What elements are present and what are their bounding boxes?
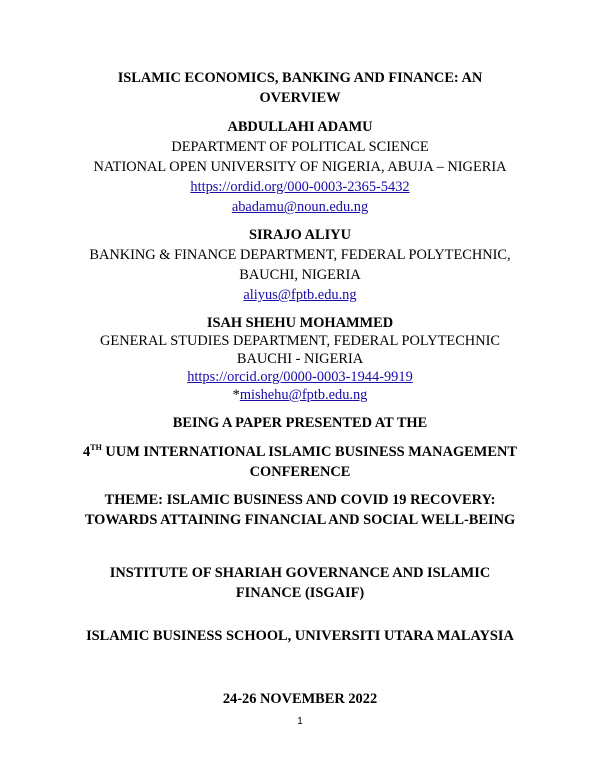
author-3-email-link[interactable]: mishehu@fptb.edu.ng (239, 387, 368, 403)
paper-title-line-1: ISLAMIC ECONOMICS, BANKING AND FINANCE: AN (117, 70, 483, 86)
author-2-department: BANKING & FINANCE DEPARTMENT, FEDERAL POLYTECHNIC, (89, 247, 511, 263)
author-3-orcid-line (60, 368, 540, 386)
conference-ordinal-suffix: TH (90, 443, 102, 453)
author-1-name: ABDULLAHI ADAMU (227, 119, 373, 135)
author-1-email-line (60, 198, 540, 216)
conference-date: 24-26 NOVEMBER 2022 (222, 691, 378, 707)
theme-line-2: TOWARDS ATTAINING FINANCIAL AND SOCIAL WELL-BEING (84, 512, 516, 528)
author-3-orcid-link[interactable]: https://orcid.org/0000-0003-1944-9919 (187, 369, 413, 385)
author-1-orcid-line (60, 178, 540, 196)
institute-line-1: INSTITUTE OF SHARIAH GOVERNANCE AND ISLAMIC (109, 565, 491, 581)
author-3-name: ISAH SHEHU MOHAMMED (206, 315, 394, 331)
author-2-email-line (60, 286, 540, 304)
conference-line-1 (60, 443, 540, 461)
page-number: 1 (297, 716, 303, 727)
author-2-email-link[interactable]: aliyus@fptb.edu.ng (243, 287, 357, 303)
author-3-department: GENERAL STUDIES DEPARTMENT, FEDERAL POLYTECHNIC (100, 333, 500, 349)
presented-at-heading: BEING A PAPER PRESENTED AT THE (172, 415, 428, 431)
author-1-department: DEPARTMENT OF POLITICAL SCIENCE (171, 139, 429, 155)
conference-line-2: CONFERENCE (249, 464, 351, 480)
school-name: ISLAMIC BUSINESS SCHOOL, UNIVERSITI UTARA MALAYSIA (86, 628, 514, 644)
theme-line-1: THEME: ISLAMIC BUSINESS AND COVID 19 RECOVERY: (104, 492, 496, 508)
conference-ordinal-number: 4 (83, 444, 91, 460)
author-1-email-link[interactable]: abadamu@noun.edu.ng (231, 199, 369, 215)
author-2-location: BAUCHI, NIGERIA (239, 267, 361, 283)
author-1-orcid-link[interactable]: https://ordid.org/000-0003-2365-5432 (190, 179, 410, 195)
author-3-email-asterisk: * (232, 387, 240, 403)
paper-title-line-2: OVERVIEW (259, 90, 341, 106)
author-3-email-line (60, 386, 540, 404)
author-1-institution: NATIONAL OPEN UNIVERSITY OF NIGERIA, ABUJA – NIGERIA (93, 159, 507, 175)
institute-line-2: FINANCE (ISGAIF) (235, 585, 365, 601)
conference-name: UUM INTERNATIONAL ISLAMIC BUSINESS MANAGEMENT (101, 444, 517, 460)
author-3-location: BAUCHI - NIGERIA (236, 351, 364, 367)
author-2-name: SIRAJO ALIYU (249, 227, 351, 243)
